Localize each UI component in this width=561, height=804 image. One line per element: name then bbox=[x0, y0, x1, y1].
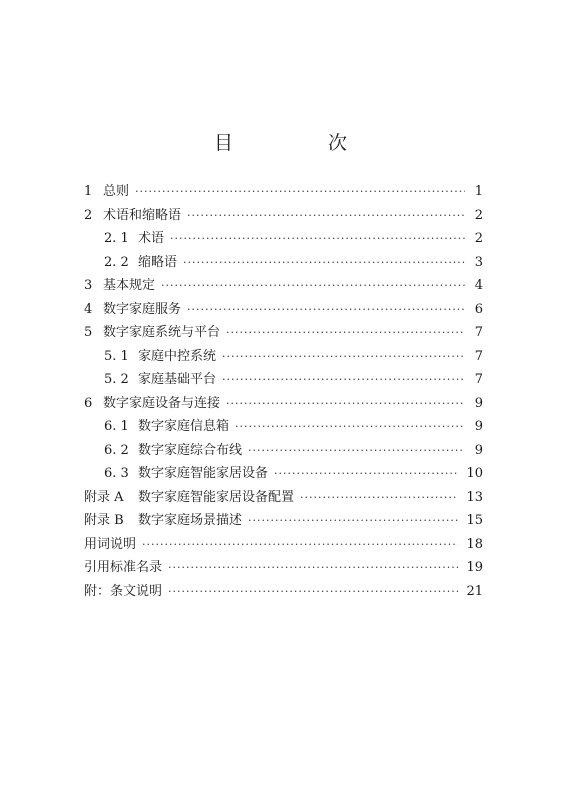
toc-entry[interactable] bbox=[84, 462, 483, 486]
toc-entry-number: 4 bbox=[84, 301, 93, 317]
toc-entry[interactable] bbox=[84, 580, 483, 604]
toc-entry-number: 2 bbox=[84, 207, 93, 223]
toc-entry[interactable] bbox=[84, 204, 483, 228]
toc-entry-label: 数字家庭智能家居设备配置 bbox=[138, 489, 295, 505]
toc-entry-number: 2. 2 bbox=[104, 254, 129, 270]
toc-entry[interactable] bbox=[84, 321, 483, 345]
toc-entry[interactable] bbox=[84, 533, 483, 557]
dot-leader bbox=[187, 304, 465, 315]
toc-entry-label: 术语和缩略语 bbox=[103, 207, 182, 223]
dot-leader bbox=[183, 257, 465, 268]
toc-entry[interactable] bbox=[84, 345, 483, 369]
toc-entry-page-number: 3 bbox=[474, 254, 483, 270]
toc-entry-page-number: 13 bbox=[466, 489, 483, 505]
dot-leader bbox=[226, 327, 465, 338]
dot-leader bbox=[187, 210, 465, 221]
toc-entry-page-number: 19 bbox=[466, 560, 483, 576]
toc-entry-label: 数字家庭设备与连接 bbox=[103, 395, 221, 411]
toc-entry-number: 5. 1 bbox=[104, 348, 129, 364]
dot-leader bbox=[248, 515, 458, 526]
toc-entry-label: 基本规定 bbox=[103, 278, 156, 294]
toc-entry-page-number: 21 bbox=[466, 583, 483, 599]
toc-entry-label: 术语 bbox=[138, 231, 165, 247]
toc-entry-label: 家庭中控系统 bbox=[138, 348, 217, 364]
dot-leader bbox=[235, 421, 465, 432]
toc-entry-page-number: 4 bbox=[474, 278, 483, 294]
toc-entry-label: 总则 bbox=[103, 184, 130, 200]
toc-entry-label: 用词说明 bbox=[84, 536, 137, 552]
toc-entry-label: 引用标准名录 bbox=[84, 560, 163, 576]
toc-entry-page-number: 9 bbox=[474, 419, 483, 435]
dot-leader bbox=[300, 492, 458, 503]
toc-entry-page-number: 2 bbox=[474, 207, 483, 223]
toc-entry[interactable] bbox=[84, 227, 483, 251]
toc-entry-page-number: 9 bbox=[474, 395, 483, 411]
toc-entry[interactable] bbox=[84, 251, 483, 275]
dot-leader bbox=[168, 586, 458, 597]
toc-entry[interactable] bbox=[84, 274, 483, 298]
toc-entry-number: 6. 1 bbox=[104, 419, 129, 435]
toc-entry-label: 数字家庭综合布线 bbox=[138, 442, 243, 458]
dot-leader bbox=[222, 374, 465, 385]
dot-leader bbox=[248, 445, 465, 456]
toc-entry-label: 数字家庭服务 bbox=[103, 301, 182, 317]
dot-leader bbox=[274, 468, 458, 479]
toc-entry[interactable] bbox=[84, 180, 483, 204]
toc-entry-page-number: 6 bbox=[474, 301, 483, 317]
toc-entry-label: 数字家庭系统与平台 bbox=[103, 325, 221, 341]
toc-entry-number: 5. 2 bbox=[104, 372, 129, 388]
toc-entry-number: 1 bbox=[84, 184, 93, 200]
toc-entry-page-number: 2 bbox=[474, 231, 483, 247]
toc-entry-page-number: 7 bbox=[474, 372, 483, 388]
toc-entry[interactable] bbox=[84, 556, 483, 580]
toc-entry-label: 家庭基础平台 bbox=[138, 372, 217, 388]
toc-entry-number: 6 bbox=[84, 395, 93, 411]
toc-entry-number: 6. 2 bbox=[104, 442, 129, 458]
toc-entry-label: 数字家庭信息箱 bbox=[138, 419, 230, 435]
toc-entry-number: 附录 A bbox=[84, 489, 124, 505]
toc-entry-label: 数字家庭场景描述 bbox=[138, 513, 243, 529]
toc-entry-label: 缩略语 bbox=[138, 254, 178, 270]
toc-entry[interactable] bbox=[84, 509, 483, 533]
toc-entry-number: 附录 B bbox=[84, 513, 124, 529]
toc-entry-page-number: 18 bbox=[466, 536, 483, 552]
toc-entry-page-number: 15 bbox=[466, 513, 483, 529]
page-title: 目 次 bbox=[213, 132, 385, 154]
toc-entry-label: 数字家庭智能家居设备 bbox=[138, 466, 269, 482]
toc-entry-page-number: 10 bbox=[466, 466, 483, 482]
toc-entry-number: 5 bbox=[84, 325, 93, 341]
toc-entry-page-number: 7 bbox=[474, 348, 483, 364]
dot-leader bbox=[168, 562, 458, 573]
toc-entry-number: 6. 3 bbox=[104, 466, 129, 482]
dot-leader bbox=[161, 280, 465, 291]
toc-entry[interactable] bbox=[84, 392, 483, 416]
dot-leader bbox=[170, 233, 465, 244]
toc-entry[interactable] bbox=[84, 298, 483, 322]
dot-leader bbox=[222, 351, 465, 362]
toc-entry-page-number: 7 bbox=[474, 325, 483, 341]
toc-entry[interactable] bbox=[84, 415, 483, 439]
toc-entry-page-number: 9 bbox=[474, 442, 483, 458]
toc-entry[interactable] bbox=[84, 486, 483, 510]
dot-leader bbox=[135, 186, 465, 197]
table-of-contents bbox=[84, 180, 483, 603]
toc-entry-page-number: 1 bbox=[474, 184, 483, 200]
toc-entry[interactable] bbox=[84, 368, 483, 392]
dot-leader bbox=[226, 398, 465, 409]
dot-leader bbox=[142, 539, 458, 550]
toc-entry[interactable] bbox=[84, 439, 483, 463]
toc-entry-number: 2. 1 bbox=[104, 231, 129, 247]
toc-entry-label: 附：条文说明 bbox=[84, 583, 163, 599]
toc-entry-number: 3 bbox=[84, 278, 93, 294]
